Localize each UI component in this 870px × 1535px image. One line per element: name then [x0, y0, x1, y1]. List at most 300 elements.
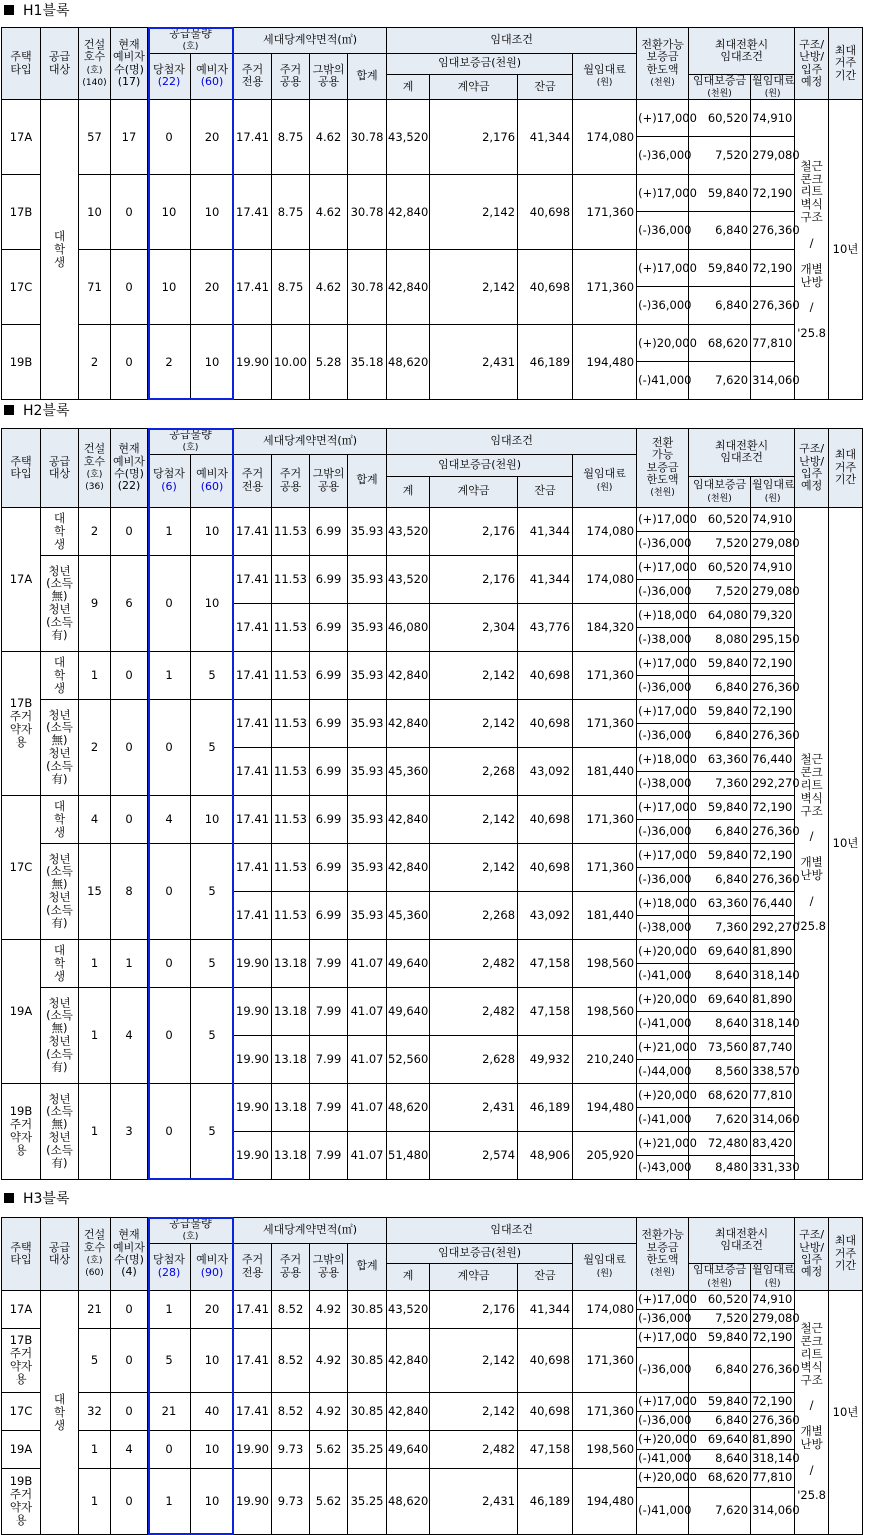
max-deposit: 59,840	[689, 843, 751, 867]
header-winner	[148, 53, 191, 100]
header-area-exclusive: 주거 전용	[234, 53, 272, 100]
cell-part: (60)	[200, 479, 224, 493]
area-ot: 6.99	[310, 891, 348, 939]
header-lease: 임대조건	[387, 28, 637, 54]
monthly-rent: 184,320	[573, 603, 637, 651]
header-built	[79, 28, 111, 100]
convert-minus: (-)36,000	[637, 867, 689, 891]
max-rent: 83,420	[751, 1131, 795, 1155]
header-area: 세대당계약면적(㎡)	[234, 429, 387, 455]
header-target: 공급 대상	[41, 1218, 79, 1291]
convert-plus: (+)20,000	[637, 939, 689, 963]
table-row	[2, 507, 863, 531]
monthly-rent: 171,360	[573, 795, 637, 843]
cell-part: (원)	[764, 1278, 781, 1289]
deposit-contract: 2,142	[430, 1392, 518, 1430]
max-rent: 292,270	[751, 915, 795, 939]
area-ex: 19.90	[234, 325, 272, 400]
area-sum: 30.78	[348, 100, 387, 175]
row-target: 청년 (소득 無) 청년 (소득 有)	[41, 699, 79, 795]
header-reserve	[111, 28, 148, 100]
table-row	[2, 795, 863, 819]
deposit-contract: 2,482	[430, 1430, 518, 1468]
area-ot: 4.62	[310, 250, 348, 325]
deposit-contract: 2,431	[430, 1468, 518, 1534]
deposit-balance: 47,158	[518, 987, 573, 1035]
max-rent: 295,150	[751, 627, 795, 651]
max-rent: 76,440	[751, 891, 795, 915]
cell-part: 월임대료	[752, 1263, 795, 1277]
header-target: 공급 대상	[41, 28, 79, 100]
area-co: 13.18	[272, 1083, 310, 1131]
cell-part: 임대보증금	[693, 478, 747, 492]
area-ex: 17.41	[234, 507, 272, 555]
table-row	[2, 843, 863, 867]
monthly-rent: 171,360	[573, 651, 637, 699]
deposit-balance: 40,698	[518, 1392, 573, 1430]
header-deposit-balance: 잔금	[518, 1263, 573, 1290]
cell-part: (천원)	[707, 493, 732, 504]
max-rent: 77,810	[751, 325, 795, 362]
area-ot: 6.99	[310, 555, 348, 603]
max-deposit: 68,620	[689, 325, 751, 362]
header-convert	[637, 1218, 689, 1291]
row-reserve: 4	[111, 987, 148, 1083]
cell-part: (원)	[596, 78, 613, 89]
max-deposit: 68,620	[689, 1468, 751, 1487]
max-rent: 72,190	[751, 651, 795, 675]
area-ot: 5.62	[310, 1468, 348, 1534]
area-co: 11.53	[272, 747, 310, 795]
row-waiting: 10	[191, 507, 234, 555]
header-rent	[573, 1243, 637, 1290]
square-bullet-icon	[4, 5, 14, 15]
max-rent: 72,190	[751, 1392, 795, 1411]
row-reserve: 1	[111, 939, 148, 987]
header-reserve	[111, 1218, 148, 1291]
monthly-rent: 205,920	[573, 1131, 637, 1179]
row-built: 1	[79, 939, 111, 987]
header-period: 최대 거주 기간	[829, 429, 863, 508]
max-rent: 279,080	[751, 579, 795, 603]
area-ex: 19.90	[234, 939, 272, 987]
convert-plus: (+)17,000	[637, 843, 689, 867]
area-ex: 17.41	[234, 891, 272, 939]
cell-part: (28)	[157, 1265, 181, 1279]
deposit-contract: 2,431	[430, 1083, 518, 1131]
row-waiting: 5	[191, 987, 234, 1083]
deposit-total: 48,620	[387, 1083, 430, 1131]
deposit-contract: 2,482	[430, 987, 518, 1035]
max-rent: 72,190	[751, 795, 795, 819]
area-ot: 4.92	[310, 1290, 348, 1328]
max-deposit: 63,360	[689, 747, 751, 771]
area-co: 11.53	[272, 507, 310, 555]
max-rent: 81,890	[751, 1430, 795, 1449]
area-ot: 4.92	[310, 1328, 348, 1392]
convert-plus: (+)17,000	[637, 175, 689, 212]
max-deposit: 63,360	[689, 891, 751, 915]
row-target: 대 학 생	[41, 100, 79, 400]
area-ot: 6.99	[310, 747, 348, 795]
max-rent: 292,270	[751, 771, 795, 795]
square-bullet-icon	[4, 405, 14, 415]
convert-minus: (-)36,000	[637, 579, 689, 603]
row-built: 15	[79, 843, 111, 939]
row-built: 1	[79, 987, 111, 1083]
row-reserve: 0	[111, 1328, 148, 1392]
row-target: 청년 (소득 無) 청년 (소득 有)	[41, 987, 79, 1083]
row-built: 1	[79, 1430, 111, 1468]
cell-part: (36)	[85, 482, 104, 493]
area-co: 8.75	[272, 100, 310, 175]
area-ex: 17.41	[234, 1392, 272, 1430]
row-built: 10	[79, 175, 111, 250]
deposit-balance: 41,344	[518, 555, 573, 603]
header-area-common: 주거 공용	[272, 1243, 310, 1290]
row-reserve: 17	[111, 100, 148, 175]
table-row	[2, 1392, 863, 1411]
deposit-balance: 41,344	[518, 507, 573, 555]
max-deposit: 60,520	[689, 1290, 751, 1309]
max-rent: 338,570	[751, 1059, 795, 1083]
row-built: 71	[79, 250, 111, 325]
area-ot: 7.99	[310, 1083, 348, 1131]
cell-part: 현재 예비자 수(명)	[113, 1228, 145, 1266]
row-reserve: 6	[111, 555, 148, 651]
row-reserve: 0	[111, 1392, 148, 1430]
deposit-total: 51,480	[387, 1131, 430, 1179]
area-sum: 35.93	[348, 795, 387, 843]
header-period: 최대 거주 기간	[829, 28, 863, 100]
row-waiting: 40	[191, 1392, 234, 1430]
area-ex: 17.41	[234, 651, 272, 699]
area-ex: 17.41	[234, 100, 272, 175]
max-rent: 74,910	[751, 100, 795, 137]
square-bullet-icon	[4, 1193, 14, 1203]
monthly-rent: 198,560	[573, 939, 637, 987]
h2-table	[1, 428, 863, 1180]
deposit-contract: 2,574	[430, 1131, 518, 1179]
area-sum: 35.93	[348, 603, 387, 651]
deposit-balance: 47,158	[518, 939, 573, 987]
row-target: 대 학 생	[41, 651, 79, 699]
deposit-contract: 2,304	[430, 603, 518, 651]
header-supply	[148, 28, 234, 54]
cell-part: (90)	[200, 1265, 224, 1279]
max-rent: 314,060	[751, 362, 795, 400]
row-winner: 0	[148, 939, 191, 987]
area-ot: 6.99	[310, 795, 348, 843]
row-waiting: 10	[191, 325, 234, 400]
monthly-rent: 198,560	[573, 987, 637, 1035]
row-winner: 4	[148, 795, 191, 843]
convert-plus: (+)17,000	[637, 100, 689, 137]
header-waiting	[191, 1243, 234, 1290]
row-winner: 5	[148, 1328, 191, 1392]
row-period: 10년	[829, 507, 863, 1179]
row-waiting: 20	[191, 100, 234, 175]
row-built: 1	[79, 1083, 111, 1179]
row-winner: 10	[148, 175, 191, 250]
area-sum: 41.07	[348, 939, 387, 987]
area-ex: 19.90	[234, 1430, 272, 1468]
convert-minus: (-)36,000	[637, 675, 689, 699]
monthly-rent: 171,360	[573, 843, 637, 891]
header-type: 주택 타입	[2, 1218, 41, 1291]
max-rent: 314,060	[751, 1487, 795, 1534]
area-ex: 17.41	[234, 843, 272, 891]
convert-minus: (-)43,000	[637, 1155, 689, 1179]
table-row	[2, 175, 863, 212]
area-co: 8.75	[272, 175, 310, 250]
cell-part: (4)	[121, 1265, 137, 1279]
area-sum: 41.07	[348, 1035, 387, 1083]
convert-minus: (-)36,000	[637, 287, 689, 325]
area-sum: 30.85	[348, 1328, 387, 1392]
monthly-rent: 174,080	[573, 1290, 637, 1328]
row-type: 19A	[2, 939, 41, 1083]
convert-plus: (+)20,000	[637, 1430, 689, 1449]
area-sum: 35.93	[348, 843, 387, 891]
header-area-sum: 합계	[348, 1243, 387, 1290]
header-maxconv: 최대전환시 임대조건	[689, 429, 795, 477]
max-deposit: 7,620	[689, 362, 751, 400]
max-deposit: 64,080	[689, 603, 751, 627]
max-deposit: 8,080	[689, 627, 751, 651]
cell-part: 월임대료	[583, 63, 626, 77]
deposit-balance: 43,092	[518, 747, 573, 795]
deposit-balance: 40,698	[518, 795, 573, 843]
row-built: 2	[79, 699, 111, 795]
cell-part: (호)	[86, 469, 103, 480]
header-lease: 임대조건	[387, 1218, 637, 1244]
deposit-balance: 41,344	[518, 1290, 573, 1328]
row-target: 청년 (소득 無) 청년 (소득 有)	[41, 1083, 79, 1179]
header-max-deposit	[689, 1263, 751, 1290]
cell-part: (천원)	[707, 88, 732, 99]
deposit-total: 45,360	[387, 747, 430, 795]
monthly-rent: 194,480	[573, 1468, 637, 1534]
max-rent: 276,360	[751, 1411, 795, 1430]
max-rent: 318,140	[751, 1011, 795, 1035]
row-winner: 0	[148, 987, 191, 1083]
table-row	[2, 250, 863, 287]
area-co: 13.18	[272, 987, 310, 1035]
cell-part: 현재 예비자 수(명)	[113, 38, 145, 76]
row-waiting: 10	[191, 555, 234, 651]
header-convert	[637, 429, 689, 508]
area-ot: 7.99	[310, 1131, 348, 1179]
cell-part: 건설 호수	[83, 1228, 106, 1254]
max-deposit: 59,840	[689, 699, 751, 723]
cell-part: (천원)	[707, 1278, 732, 1289]
deposit-contract: 2,142	[430, 1328, 518, 1392]
row-built: 9	[79, 555, 111, 651]
monthly-rent: 210,240	[573, 1035, 637, 1083]
cell-part: 공급물량	[169, 428, 212, 441]
row-winner: 0	[148, 100, 191, 175]
row-reserve: 0	[111, 1468, 148, 1534]
convert-plus: (+)20,000	[637, 1468, 689, 1487]
max-deposit: 6,840	[689, 723, 751, 747]
deposit-balance: 47,158	[518, 1430, 573, 1468]
cell-part: 임대보증금	[693, 1263, 747, 1277]
row-structure: 철근 콘크 리트 벽식 구조 / 개별 난방 / '25.8	[795, 507, 829, 1179]
deposit-total: 43,520	[387, 1290, 430, 1328]
row-reserve: 0	[111, 507, 148, 555]
cell-part: 월임대료	[583, 467, 626, 481]
deposit-balance: 40,698	[518, 175, 573, 250]
max-deposit: 6,840	[689, 1347, 751, 1392]
deposit-total: 43,520	[387, 507, 430, 555]
cell-part: 공급물량	[169, 1217, 212, 1230]
max-rent: 72,190	[751, 843, 795, 867]
area-co: 13.18	[272, 1131, 310, 1179]
convert-plus: (+)18,000	[637, 747, 689, 771]
deposit-total: 52,560	[387, 1035, 430, 1083]
convert-minus: (-)41,000	[637, 1487, 689, 1534]
deposit-balance: 40,698	[518, 1328, 573, 1392]
header-target: 공급 대상	[41, 429, 79, 508]
header-deposit-balance: 잔금	[518, 74, 573, 100]
cell-part: 건설 호수	[83, 38, 106, 64]
monthly-rent: 171,360	[573, 1328, 637, 1392]
header-structure: 구조/ 난방/ 입주 예정	[795, 1218, 829, 1291]
area-co: 11.53	[272, 603, 310, 651]
area-ex: 19.90	[234, 1035, 272, 1083]
max-deposit: 60,520	[689, 555, 751, 579]
cell-part: (22)	[157, 75, 181, 89]
header-deposit-contract: 계약금	[430, 74, 518, 100]
area-co: 9.73	[272, 1468, 310, 1534]
deposit-contract: 2,142	[430, 795, 518, 843]
header-deposit: 임대보증금(천원)	[387, 454, 573, 476]
convert-minus: (-)36,000	[637, 819, 689, 843]
area-sum: 35.93	[348, 555, 387, 603]
max-rent: 74,910	[751, 555, 795, 579]
convert-plus: (+)17,000	[637, 250, 689, 287]
header-type: 주택 타입	[2, 28, 41, 100]
area-sum: 41.07	[348, 1131, 387, 1179]
monthly-rent: 174,080	[573, 507, 637, 555]
row-waiting: 5	[191, 939, 234, 987]
max-deposit: 8,480	[689, 1155, 751, 1179]
cell-part: (천원)	[650, 1268, 675, 1279]
monthly-rent: 171,360	[573, 175, 637, 250]
deposit-balance: 46,189	[518, 325, 573, 400]
monthly-rent: 171,360	[573, 1392, 637, 1430]
cell-part: 예비자	[196, 63, 228, 77]
max-deposit: 59,840	[689, 1392, 751, 1411]
max-deposit: 8,640	[689, 1449, 751, 1468]
header-rent	[573, 53, 637, 100]
max-rent: 72,190	[751, 250, 795, 287]
row-waiting: 10	[191, 1468, 234, 1534]
row-type: 17B 주거 약자 용	[2, 1328, 41, 1392]
area-sum: 35.93	[348, 507, 387, 555]
cell-part: (140)	[82, 77, 107, 88]
max-rent: 314,060	[751, 1107, 795, 1131]
convert-minus: (-)41,000	[637, 1107, 689, 1131]
header-area-other: 그밖의 공용	[310, 454, 348, 507]
cell-part: 월임대료	[583, 1253, 626, 1267]
row-reserve: 0	[111, 325, 148, 400]
convert-plus: (+)17,000	[637, 651, 689, 675]
header-supply	[148, 1218, 234, 1244]
row-waiting: 5	[191, 1083, 234, 1179]
area-ex: 17.41	[234, 1290, 272, 1328]
convert-plus: (+)17,000	[637, 1392, 689, 1411]
header-area-exclusive: 주거 전용	[234, 1243, 272, 1290]
row-winner: 1	[148, 651, 191, 699]
max-deposit: 69,640	[689, 939, 751, 963]
max-rent: 72,190	[751, 1328, 795, 1347]
convert-minus: (-)36,000	[637, 212, 689, 250]
area-ot: 6.99	[310, 699, 348, 747]
area-co: 8.52	[272, 1290, 310, 1328]
max-deposit: 7,520	[689, 531, 751, 555]
row-type: 17A	[2, 507, 41, 651]
max-deposit: 72,480	[689, 1131, 751, 1155]
header-lease: 임대조건	[387, 429, 637, 455]
h1-table	[1, 27, 863, 400]
row-winner: 0	[148, 1083, 191, 1179]
area-ot: 7.99	[310, 1035, 348, 1083]
max-deposit: 7,360	[689, 771, 751, 795]
table-row	[2, 987, 863, 1011]
max-deposit: 8,560	[689, 1059, 751, 1083]
area-ot: 6.99	[310, 651, 348, 699]
area-ex: 17.41	[234, 555, 272, 603]
area-ot: 5.62	[310, 1430, 348, 1468]
row-waiting: 20	[191, 1290, 234, 1328]
max-deposit: 6,840	[689, 287, 751, 325]
max-rent: 276,360	[751, 867, 795, 891]
row-reserve: 4	[111, 1430, 148, 1468]
monthly-rent: 174,080	[573, 100, 637, 175]
monthly-rent: 181,440	[573, 747, 637, 795]
row-winner: 1	[148, 1468, 191, 1534]
deposit-balance: 49,932	[518, 1035, 573, 1083]
header-built	[79, 1218, 111, 1291]
table-row	[2, 1290, 863, 1309]
deposit-total: 42,840	[387, 1328, 430, 1392]
row-structure: 철근 콘크 리트 벽식 구조 / 개별 난방 / '25.8	[795, 100, 829, 400]
header-deposit: 임대보증금(천원)	[387, 1243, 573, 1263]
row-type: 17B	[2, 175, 41, 250]
max-rent: 276,360	[751, 675, 795, 699]
header-waiting	[191, 53, 234, 100]
row-type: 17C	[2, 1392, 41, 1430]
max-deposit: 69,640	[689, 987, 751, 1011]
max-rent: 87,740	[751, 1035, 795, 1059]
row-target: 대 학 생	[41, 1290, 79, 1534]
max-rent: 276,360	[751, 287, 795, 325]
convert-plus: (+)21,000	[637, 1035, 689, 1059]
area-ex: 19.90	[234, 1131, 272, 1179]
row-built: 21	[79, 1290, 111, 1328]
header-area-other: 그밖의 공용	[310, 1243, 348, 1290]
row-waiting: 5	[191, 843, 234, 939]
deposit-contract: 2,268	[430, 747, 518, 795]
deposit-balance: 46,189	[518, 1468, 573, 1534]
cell-part: 공급물량	[169, 27, 212, 40]
area-ot: 6.99	[310, 507, 348, 555]
max-rent: 79,320	[751, 603, 795, 627]
convert-plus: (+)17,000	[637, 507, 689, 531]
cell-part: 월임대료	[752, 478, 795, 492]
